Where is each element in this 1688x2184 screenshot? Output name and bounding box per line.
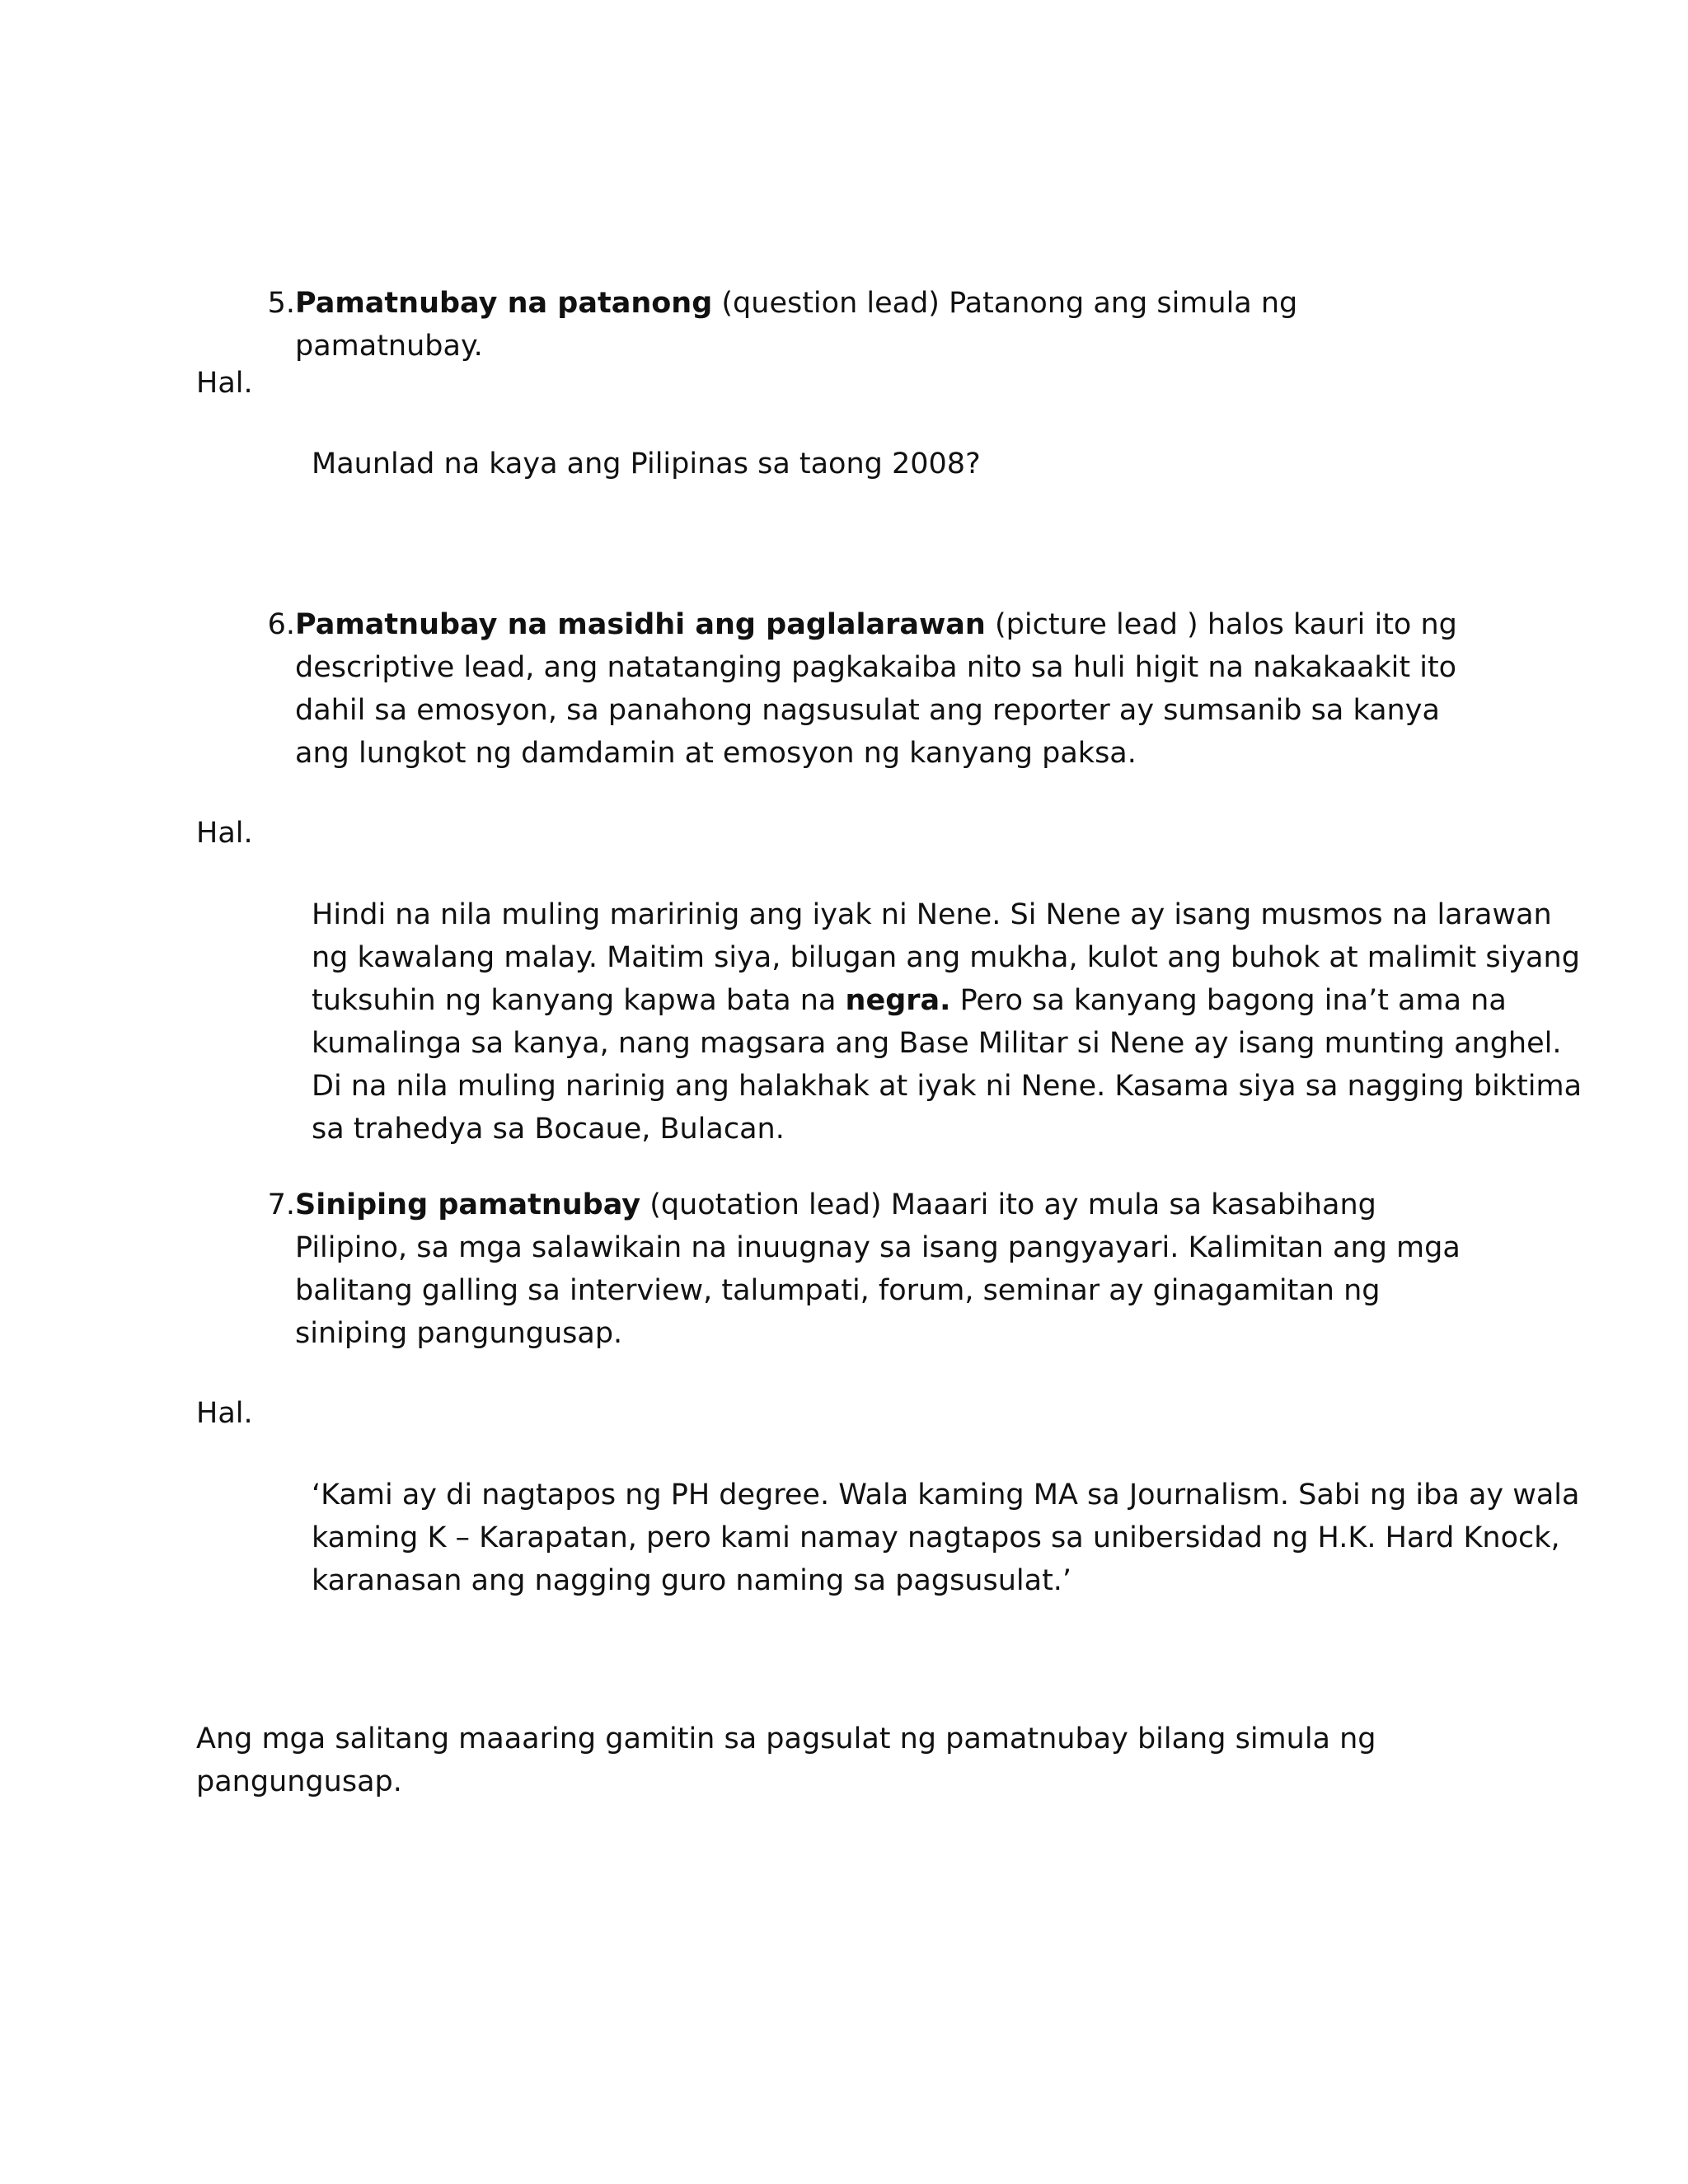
hal-label: Hal. bbox=[196, 367, 253, 400]
list-item-text: (picture lead ) halos kauri ito ng descriptive lead, ang natatanging pagkakaiba nito sa huli higit na nakakaakit ito dahil sa emosyon, sa panahong nagsusulat ang reporter ay sumsanib sa kanya ang lungkot ng damdamin at emosyon ng kanyang paksa. bbox=[295, 608, 1457, 770]
list-item-text: (quotation lead) Maaari ito ay mula sa kasabihang Pilipino, sa mga salawikain na inuugnay sa isang pangyayari. Kalimitan ang mga balitang galling sa interview, talumpati, forum, seminar ay ginagamitan ng siniping pangungusap. bbox=[295, 1188, 1461, 1350]
example-6-bold-word: negra. bbox=[845, 984, 951, 1017]
example-6-text-after: Pero sa kanyang bagong ina’t ama na kumalinga sa kanya, nang magsara ang Base Militar si Nene ay isang munting anghel. Di na nila muling narinig ang halakhak at iyak ni Nene. Kasama siya sa nagging biktima sa trahedya sa Bocaue, Bulacan. bbox=[312, 984, 1582, 1146]
example-6-text-before: Hindi na nila muling maririnig ang iyak ni Nene. Si Nene ay isang musmos na larawan ng kawalang malay. Maitim siya, bilugan ang mukha, kulot ang buhok at malimit siyang tuksuhin ng kanyang kapwa bata na bbox=[312, 898, 1580, 1017]
list-number: 5. bbox=[267, 287, 295, 320]
closing-paragraph: Ang mga salitang maaaring gamitin sa pagsulat ng pamatnubay bilang simula ng pangungusap. bbox=[196, 1722, 1376, 1798]
hal-label: Hal. bbox=[196, 1397, 253, 1430]
list-number: 6. bbox=[267, 608, 295, 641]
list-item-body bbox=[295, 282, 1482, 368]
list-item-title: Siniping pamatnubay bbox=[295, 1188, 641, 1221]
list-item-body bbox=[295, 603, 1482, 775]
hal-label: Hal. bbox=[196, 817, 253, 850]
list-item-text: (question lead) Patanong ang simula ng pamatnubay. bbox=[295, 287, 1298, 363]
list-item-title: Pamatnubay na masidhi ang paglalarawan bbox=[295, 608, 986, 641]
example-7-paragraph: ‘Kami ay di nagtapos ng PH degree. Wala kaming MA sa Journalism. Sabi ng iba ay wala kaming K – Karapatan, pero kami namay nagtapos sa unibersidad ng H.K. Hard Knock, karanasan ang nagging guro naming sa pagsusulat.’ bbox=[312, 1479, 1580, 1597]
example-5-text: Maunlad na kaya ang Pilipinas sa taong 2008? bbox=[312, 448, 981, 480]
list-number: 7. bbox=[267, 1188, 295, 1221]
example-6-paragraph bbox=[196, 893, 1597, 1151]
list-item-body bbox=[295, 1183, 1482, 1355]
list-item-title: Pamatnubay na patanong bbox=[295, 287, 713, 320]
